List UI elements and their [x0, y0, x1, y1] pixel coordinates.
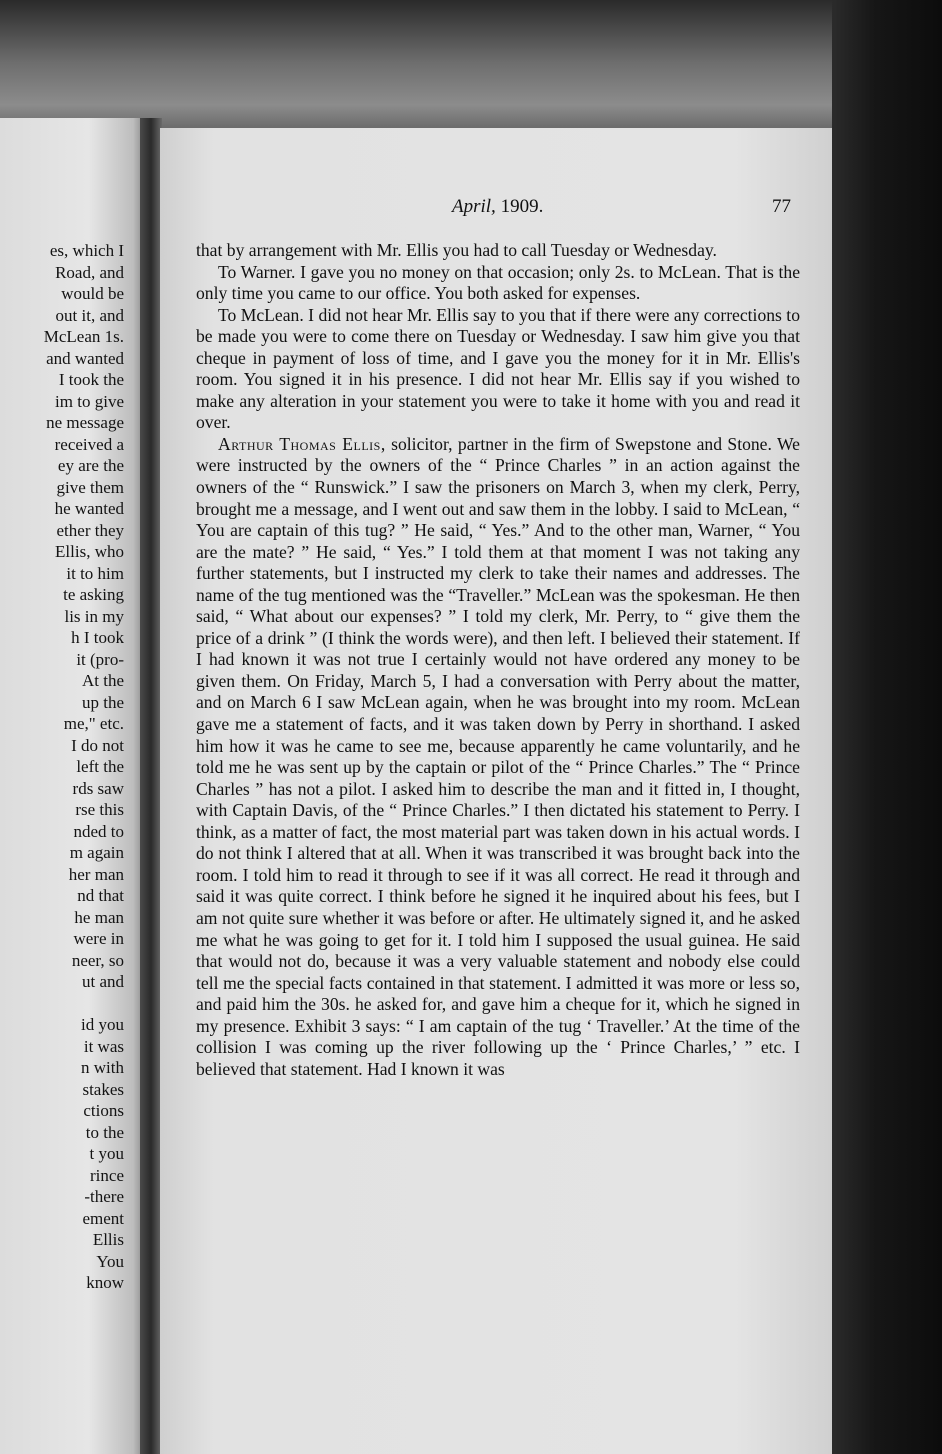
previous-page-line: ne message	[46, 413, 124, 432]
previous-page-line: n with	[81, 1058, 124, 1077]
previous-page-line: me," etc.	[63, 714, 124, 733]
paragraph	[196, 305, 800, 434]
paragraph-text: To McLean. I did not hear Mr. Ellis say to you that if there were any corrections to be made you were to come there on Tuesday or Wednesday. I saw him give you that cheque in payment of loss of time, and I gave you the money for it in Mr. Ellis's room. You signed it in his presence. I did not hear Mr. Ellis say if you wished to make any alteration in your statement you were to take it home with you and read it over.	[196, 304, 800, 433]
previous-page-line	[0, 993, 124, 1015]
previous-page-line: h I took	[71, 628, 124, 647]
paragraph	[196, 262, 800, 305]
previous-page-line: it to him	[66, 563, 124, 583]
previous-page-line: would be	[61, 284, 124, 303]
previous-page-line: McLean 1s.	[43, 327, 124, 346]
book-gutter	[140, 118, 162, 1454]
running-head	[452, 196, 543, 218]
previous-page-line: nd that	[77, 886, 124, 905]
previous-page-edge	[0, 118, 148, 1454]
previous-page-line: ether they	[56, 520, 124, 540]
previous-page-line: out it, and	[55, 305, 124, 325]
paragraph	[196, 240, 800, 262]
previous-page-line: te asking	[63, 585, 124, 604]
previous-page-line: he man	[74, 907, 124, 927]
page-body	[196, 240, 800, 1080]
previous-page-line: Ellis, who	[55, 542, 124, 561]
previous-page-line: -there	[84, 1187, 124, 1206]
previous-page-line: he wanted	[54, 499, 124, 518]
previous-page-line: I do not	[71, 735, 124, 755]
previous-page-line: it was	[83, 1036, 124, 1056]
header-year: 1909.	[500, 196, 544, 217]
previous-page-line: ctions	[83, 1101, 124, 1120]
previous-page-line: neer, so	[71, 950, 124, 970]
paragraph-text: solicitor, partner in the firm of Swepstone and Stone. We were instructed by the owners of the “ Prince Charles ” in an action against the owners of the “ Runswick.” I saw the prisoners on March 3, when my clerk, Perry, brought me a message, and I went out and saw them in the lobby. I said to McLean, “ You are captain of this tug? ” He said, “ Yes.” And to the other man, Warner, “ You are the mate? ” He said, “ Yes.” I told them at that moment I was not taking any further statements, but I instructed my clerk to take their names and addresses. The name of the tug mentioned was the “Traveller.” McLean was the spokesman. He then said, “ What about our expenses? ” I told my clerk, Mr. Perry, to “ give them the price of a drink ” (I think the words were), and then left. I believed their statement. If I had known it was not true I certainly would not have ordered any money to be given them. On Friday, March 5, I had a conversation with Perry about the matter, and on March 6 I saw McLean again, when he was brought into my room. McLean gave me a statement of facts, and it was taken down by Perry in shorthand. I asked him how it was he came to see me, because apparently he came voluntarily, and he told me he was sent up by the captain or pilot of the “ Prince Charles.” The “ Prince Charles ” has not a pilot. I asked him to describe the man and it fitted in, I thought, with Captain Davis, of the “ Prince Charles.” I then dictated his statement to Perry. I think, as a matter of fact, the most material part was taken down in his actual words. I do not think I altered that at all. When it was transcribed it was brought back into the room. I told him to read it through to see if it was all correct. He read it through and said it was quite correct. I think before he signed it he inquired about his fees, but I am not quite sure whether it was before or after. He ultimately signed it, and he asked me what he was going to get for it. I told him I supposed the usual guinea. He said that would not do, because it was a very valuable statement and nobody else could tell me the special facts contained in that statement. I admitted it was more or less so, and paid him the 30s. he asked for, and gave him a cheque for it, which he signed in my presence. Exhibit 3 says: “ I am captain of the tug ‘ Traveller.’ At the time of the collision I was coming up the river following up the ‘ Prince Charles,’ ” etc. I believed that statement. Had I known it was	[196, 433, 800, 1079]
previous-page-line: her man	[68, 864, 124, 884]
previous-page-line: and wanted	[46, 348, 124, 368]
previous-page-line: were in	[73, 929, 124, 948]
paragraph-text: that by arrangement with Mr. Ellis you had to call Tuesday or Wednesday.	[196, 240, 717, 260]
previous-page-line: im to give	[55, 391, 124, 411]
header-month: April,	[452, 196, 496, 217]
previous-page-line: up the	[81, 692, 124, 712]
paragraph-text: To Warner. I gave you no money on that occasion; only 2s. to McLean. That is the only time you came to our office. You both asked for expenses.	[196, 261, 800, 304]
previous-page-line: give them	[56, 477, 124, 497]
previous-page-line: ement	[82, 1208, 124, 1228]
previous-page-line: received a	[54, 434, 124, 454]
page	[160, 128, 836, 1454]
page-number: 77	[772, 196, 791, 217]
previous-page-line: rds saw	[72, 778, 124, 798]
previous-page-line: rse this	[75, 800, 124, 819]
previous-page-line: m again	[69, 843, 124, 862]
previous-page-line: nded to	[73, 821, 124, 841]
page-header	[160, 196, 836, 222]
previous-page-line: rince	[90, 1165, 124, 1185]
previous-page-line: You	[96, 1251, 124, 1271]
previous-page-line: At the	[81, 671, 124, 690]
previous-page-text	[0, 240, 124, 1294]
previous-page-line: es, which I	[49, 241, 124, 260]
previous-page-line: left the	[76, 757, 124, 776]
previous-page-line: know	[86, 1273, 124, 1292]
previous-page-line: id you	[81, 1015, 124, 1034]
microfilm-right-border	[832, 0, 942, 1454]
previous-page-line: I took the	[58, 370, 124, 389]
previous-page-line: ut and	[81, 972, 124, 991]
previous-page-line: Ellis	[92, 1230, 124, 1249]
previous-page-line: t you	[89, 1144, 124, 1163]
previous-page-line: stakes	[82, 1079, 124, 1099]
previous-page-line: ey are the	[57, 456, 124, 475]
previous-page-line: to the	[85, 1122, 124, 1142]
previous-page-line: Road, and	[55, 262, 124, 282]
previous-page-line: it (pro-	[76, 649, 124, 669]
witness-name: Arthur Thomas Ellis,	[218, 433, 386, 454]
previous-page-line: lis in my	[64, 606, 124, 626]
paragraph	[196, 434, 800, 1080]
